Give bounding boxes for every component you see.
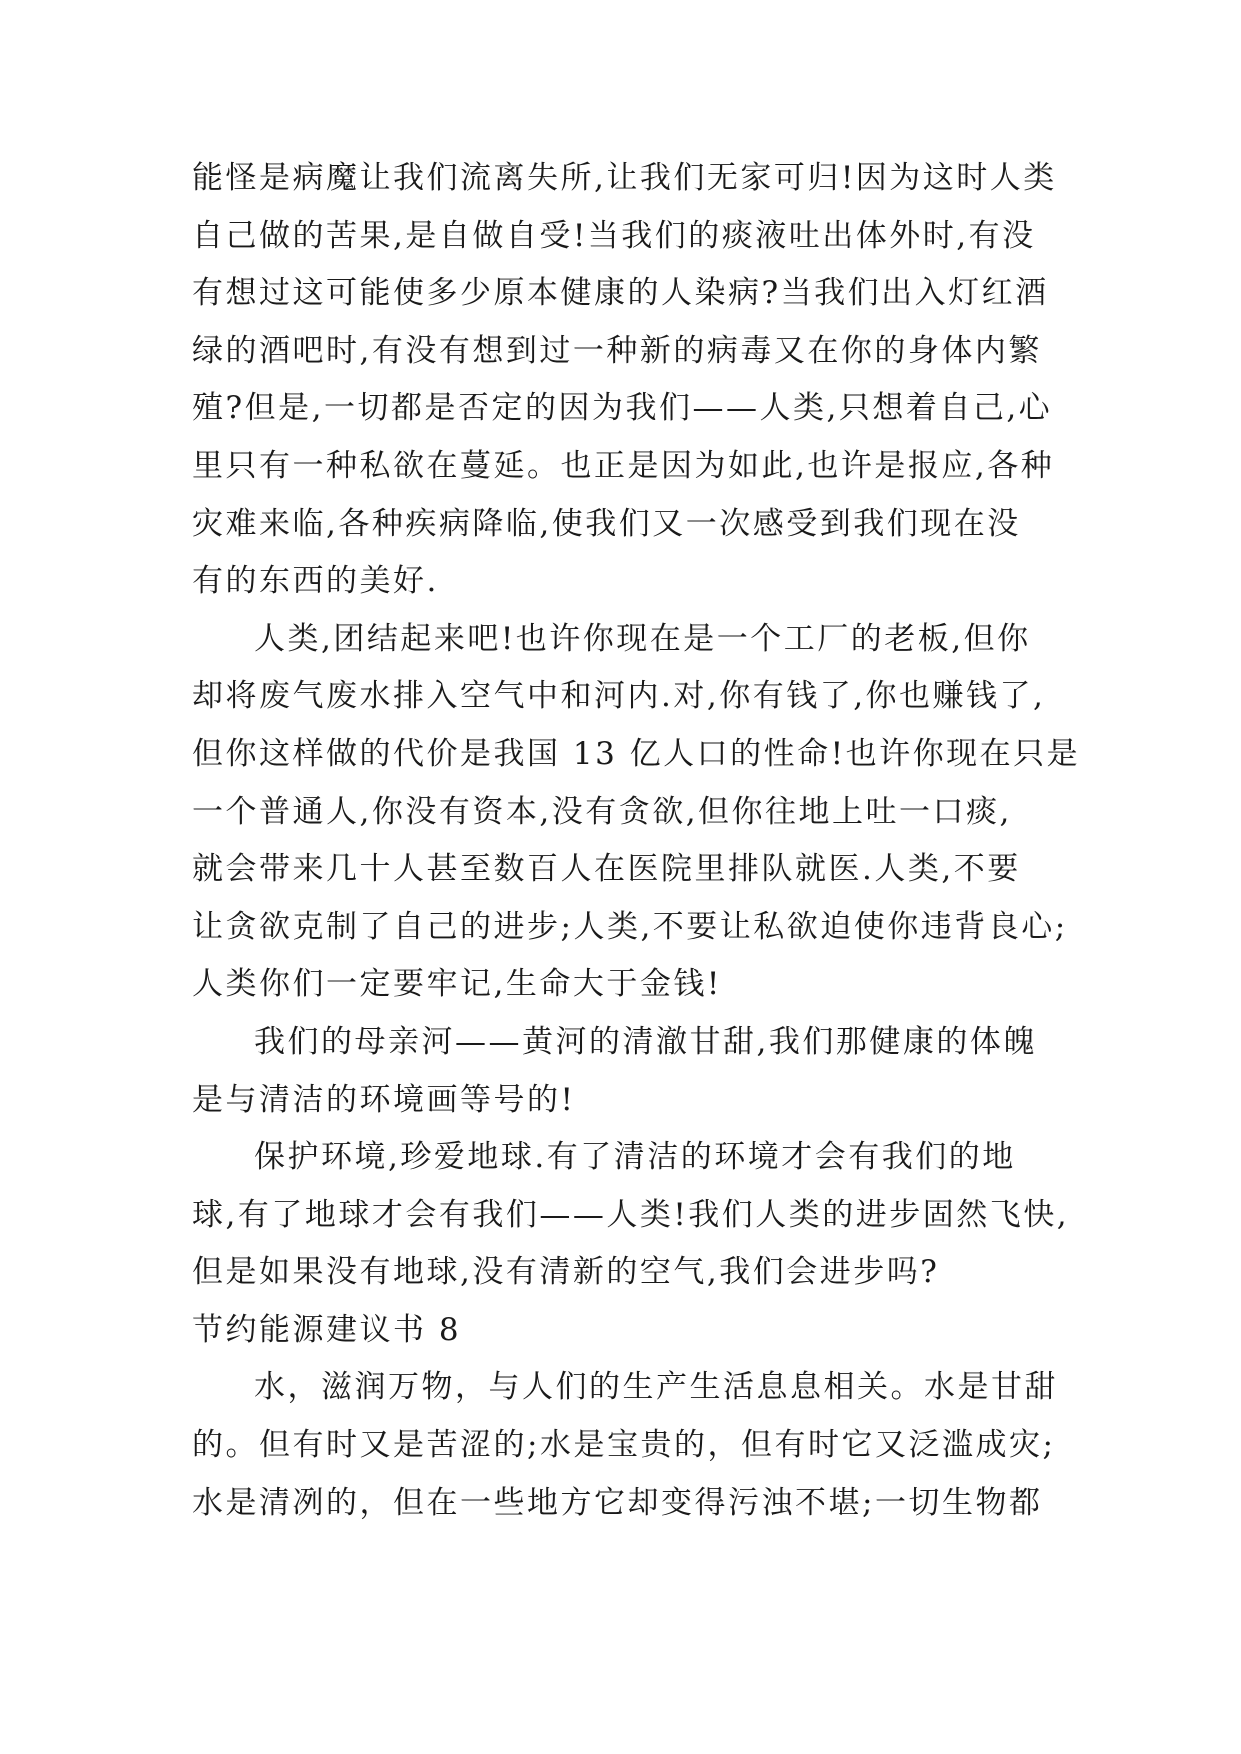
paragraph-mother-river [192, 1014, 1072, 1129]
text-line: 自己做的苦果,是自做自受!当我们的痰液吐出体外时,有没 [192, 217, 1036, 254]
text-line: 却将废气废水排入空气中和河内.对,你有钱了,你也赚钱了, [192, 678, 1046, 715]
text-line: 的。但有时又是苦涩的;水是宝贵的，但有时它又泛滥成灾; [192, 1427, 1056, 1464]
text-line: 是与清洁的环境画等号的! [192, 1081, 576, 1118]
paragraph-continuation [192, 150, 1072, 611]
text-line: 人类你们一定要牢记,生命大于金钱! [192, 966, 722, 1003]
paragraph-unite [192, 611, 1081, 1014]
text-line: 水是清冽的，但在一些地方它却变得污浊不堪;一切生物都 [192, 1484, 1043, 1521]
text-line: 水，滋润万物，与人们的生产生活息息相关。水是甘甜 [254, 1369, 1058, 1406]
text-line: 但是如果没有地球,没有清新的空气,我们会进步吗? [192, 1254, 940, 1291]
text-line: 一个普通人,你没有资本,没有贪欲,但你往地上吐一口痰, [192, 793, 1012, 830]
text-line: 就会带来几十人甚至数百人在医院里排队就医.人类,不要 [192, 851, 1021, 888]
text-line: 人类,团结起来吧!也许你现在是一个工厂的老板,但你 [254, 620, 1031, 657]
text-line: 我们的母亲河——黄河的清澈甘甜,我们那健康的体魄 [254, 1023, 1037, 1060]
paragraph-protect-earth [192, 1129, 1072, 1302]
section-title: 节约能源建议书 8 [192, 1311, 462, 1348]
text-line: 保护环境,珍爱地球.有了清洁的环境才会有我们的地 [254, 1139, 1016, 1176]
text-line: 能怪是病魔让我们流离失所,让我们无家可归!因为这时人类 [192, 160, 1057, 196]
text-line: 球,有了地球才会有我们——人类!我们人类的进步固然飞快, [192, 1196, 1070, 1233]
text-line: 绿的酒吧时,有没有想到过一种新的病毒又在你的身体内繁 [192, 332, 1042, 369]
text-line: 有想过这可能使多少原本健康的人染病?当我们出入灯红酒 [192, 275, 1049, 312]
paragraph-water [192, 1359, 1072, 1532]
text-line: 里只有一种私欲在蔓延。也正是因为如此,也许是报应,各种 [192, 447, 1055, 484]
text-line: 让贪欲克制了自己的进步;人类,不要让私欲迫使你违背良心; [192, 908, 1068, 945]
document-body [192, 150, 1081, 1532]
text-line: 但你这样做的代价是我国 13 亿人口的性命!也许你现在只是 [192, 735, 1081, 772]
text-line: 有的东西的美好. [192, 563, 439, 600]
text-line: 灾难来临,各种疾病降临,使我们又一次感受到我们现在没 [192, 505, 1021, 542]
text-line: 殖?但是,一切都是否定的因为我们——人类,只想着自己,心 [192, 390, 1053, 427]
